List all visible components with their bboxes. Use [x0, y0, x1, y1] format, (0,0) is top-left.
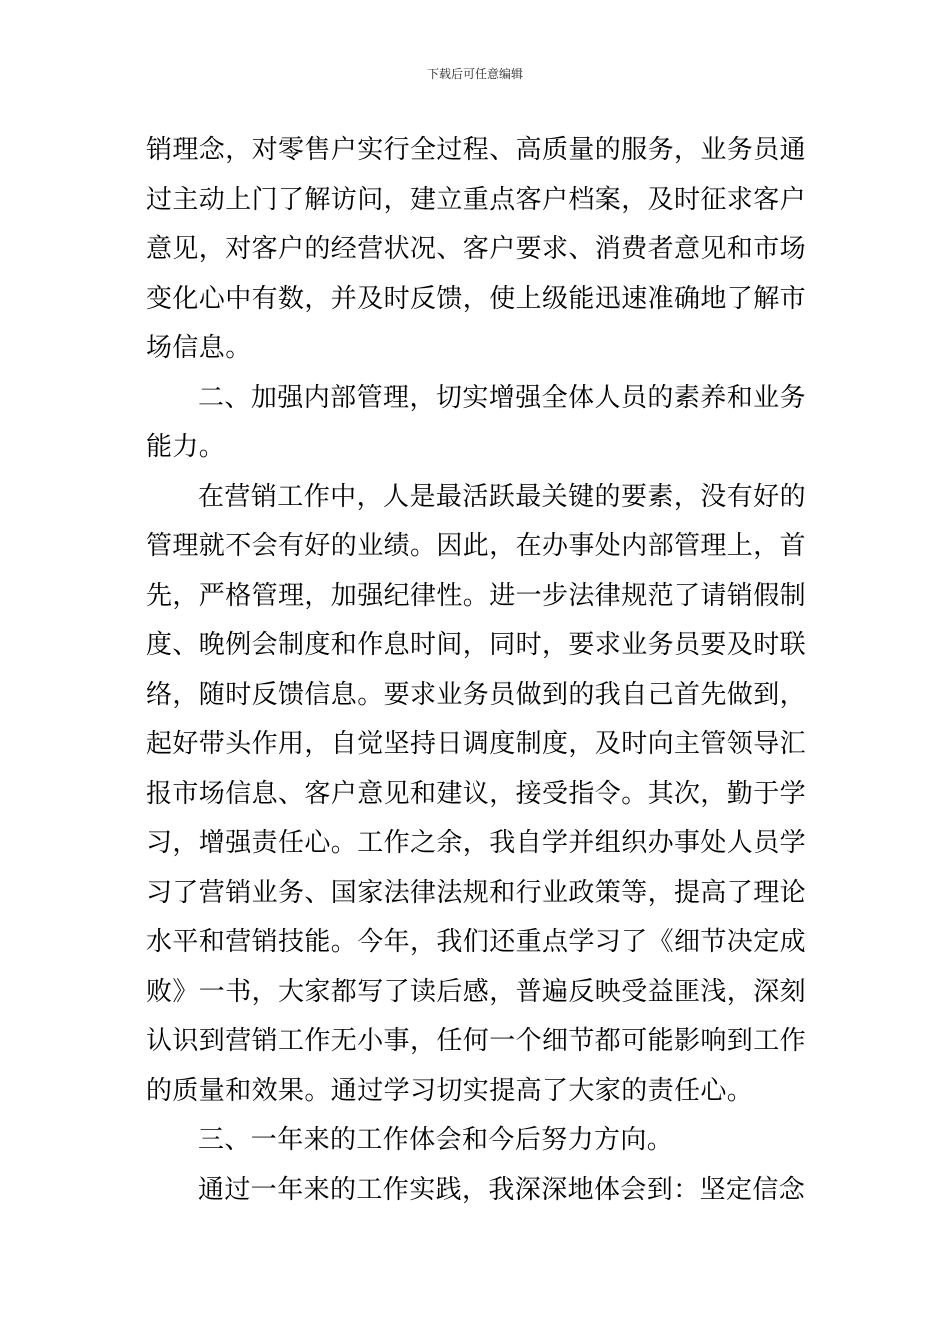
page-header-note: 下载后可任意编辑 [426, 67, 523, 81]
document-body [146, 126, 806, 1215]
paragraph-continuation: 销理念，对零售户实行全过程、高质量的服务，业务员通过主动上门了解访问，建立重点客户档案，及时征求客户意见，对客户的经营状况、客户要求、消费者意见和市场变化心中有数，并及时反馈，使上级能迅速准确地了解市场信息。 [146, 135, 807, 363]
paragraph-experience: 通过一年来的工作实践，我深深地体会到：坚定信念 [198, 1174, 806, 1205]
section-heading-2: 二、加强内部管理，切实增强全体人员的素养和业务能力。 [146, 382, 806, 462]
section-heading-3: 三、一年来的工作体会和今后努力方向。 [198, 1125, 674, 1155]
paragraph-management: 在营销工作中，人是最活跃最关键的要素，没有好的管理就不会有好的业绩。因此，在办事处内部管理上，首先，严格管理，加强纪律性。进一步法律规范了请销假制度、晚例会制度和作息时间，同时，要求业务员要及时联络，随时反馈信息。要求业务员做到的我自己首先做到，起好带头作用，自觉坚持日调度制度，及时向主管领导汇报市场信息、客户意见和建议，接受指令。其次，勤于学习，增强责任心。工作之余，我自学并组织办事处人员学习了营销业务、国家法律法规和行业政策等，提高了理论水平和营销技能。今年，我们还重点学习了《细节决定成败》一书，大家都写了读后感，普遍反映受益匪浅，深刻认识到营销工作无小事，任何一个细节都可能影响到工作的质量和效果。通过学习切实提高了大家的责任心。 [146, 481, 807, 1106]
